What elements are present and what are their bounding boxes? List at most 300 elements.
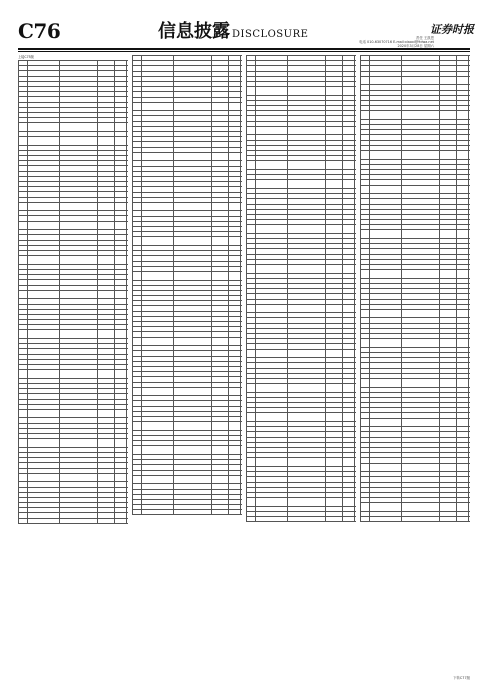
table-cell bbox=[212, 475, 229, 484]
table-cell bbox=[127, 330, 129, 339]
table-cell bbox=[256, 126, 288, 135]
table-cell bbox=[60, 137, 98, 146]
table-cell bbox=[229, 387, 241, 396]
table-cell bbox=[241, 387, 243, 396]
table-cell bbox=[212, 446, 229, 455]
table-cell bbox=[343, 458, 355, 467]
table-cell bbox=[127, 256, 129, 265]
table-cell bbox=[98, 439, 115, 448]
table-cell bbox=[457, 463, 469, 472]
table-cell bbox=[241, 510, 243, 515]
table-cell bbox=[402, 517, 440, 522]
table-cell bbox=[370, 309, 402, 318]
table-cell bbox=[457, 418, 469, 427]
table-row bbox=[247, 87, 357, 96]
table-row bbox=[361, 151, 471, 160]
table-cell bbox=[19, 370, 28, 379]
table-cell bbox=[247, 517, 256, 522]
table-cell bbox=[343, 498, 355, 507]
table-cell bbox=[355, 384, 357, 393]
table-cell bbox=[247, 304, 256, 313]
table-cell bbox=[370, 185, 402, 194]
table-row bbox=[133, 271, 243, 280]
table-cell bbox=[115, 473, 127, 482]
section-title-cn: 信息披露 bbox=[158, 21, 230, 42]
table-cell bbox=[256, 180, 288, 189]
table-cell bbox=[457, 517, 469, 522]
table-row bbox=[247, 413, 357, 422]
table-cell bbox=[28, 370, 60, 379]
table-cell bbox=[142, 202, 174, 211]
table-cell bbox=[127, 123, 129, 132]
header-rule-thick bbox=[18, 48, 470, 50]
table-cell bbox=[402, 185, 440, 194]
table-cell bbox=[19, 256, 28, 265]
table-cell bbox=[115, 330, 127, 339]
table-cell bbox=[19, 137, 28, 146]
table-cell bbox=[60, 518, 98, 523]
table-cell bbox=[361, 76, 370, 85]
table-cell bbox=[370, 418, 402, 427]
table-cell bbox=[174, 387, 212, 396]
table-cell bbox=[361, 339, 370, 348]
table-cell bbox=[326, 458, 343, 467]
table-cell bbox=[60, 370, 98, 379]
table-cell bbox=[402, 151, 440, 160]
table-row bbox=[133, 102, 243, 111]
table-cell bbox=[469, 418, 471, 427]
table-cell bbox=[256, 304, 288, 313]
table-cell bbox=[229, 422, 241, 431]
table-cell bbox=[212, 271, 229, 280]
table-cell bbox=[127, 202, 129, 211]
table-cell bbox=[288, 304, 326, 313]
table-cell bbox=[19, 409, 28, 418]
table-cell bbox=[98, 202, 115, 211]
table-cell bbox=[326, 126, 343, 135]
table-cell bbox=[212, 337, 229, 346]
editor-line: 责任 王凯恩 bbox=[415, 36, 434, 40]
table-cell bbox=[212, 152, 229, 161]
table-cell bbox=[469, 185, 471, 194]
table-cell bbox=[402, 76, 440, 85]
table-row bbox=[361, 270, 471, 279]
table-cell bbox=[440, 111, 457, 120]
table-cell bbox=[355, 161, 357, 170]
disclosure-table bbox=[246, 55, 356, 522]
table-cell bbox=[469, 151, 471, 160]
page-header bbox=[18, 18, 474, 48]
table-row bbox=[247, 458, 357, 467]
continued-from: 上接C75版 bbox=[18, 55, 34, 59]
continued-to: 下转C77版 bbox=[453, 676, 470, 680]
table-cell bbox=[28, 330, 60, 339]
table-cell bbox=[440, 270, 457, 279]
table-cell bbox=[247, 126, 256, 135]
table-cell bbox=[288, 458, 326, 467]
table-cell bbox=[361, 270, 370, 279]
table-row bbox=[361, 339, 471, 348]
table-cell bbox=[326, 225, 343, 234]
header-rule-thin bbox=[18, 51, 470, 52]
table-cell bbox=[370, 517, 402, 522]
table-cell bbox=[256, 225, 288, 234]
table-cell bbox=[440, 309, 457, 318]
table-row bbox=[133, 152, 243, 161]
table-cell bbox=[361, 517, 370, 522]
table-cell bbox=[402, 378, 440, 387]
table-cell bbox=[256, 264, 288, 273]
table-cell bbox=[229, 271, 241, 280]
table-row bbox=[361, 230, 471, 239]
table-cell bbox=[247, 264, 256, 273]
table-cell bbox=[343, 413, 355, 422]
table-cell bbox=[142, 387, 174, 396]
contact-line: 电话 010-63070716 E-mail:xiaoxi@9dwa.net bbox=[359, 40, 434, 44]
table-cell bbox=[212, 102, 229, 111]
table-cell bbox=[469, 270, 471, 279]
table-cell bbox=[457, 270, 469, 279]
table-cell bbox=[60, 439, 98, 448]
table-row bbox=[19, 439, 129, 448]
table-cell bbox=[355, 349, 357, 358]
table-column-3 bbox=[246, 55, 356, 673]
table-row bbox=[19, 256, 129, 265]
table-cell bbox=[142, 475, 174, 484]
table-cell bbox=[326, 384, 343, 393]
table-row bbox=[19, 290, 129, 299]
table-cell bbox=[28, 221, 60, 230]
table-cell bbox=[361, 230, 370, 239]
table-cell bbox=[212, 237, 229, 246]
table-cell bbox=[241, 271, 243, 280]
header-meta bbox=[340, 36, 434, 48]
table-cell bbox=[142, 152, 174, 161]
table-cell bbox=[370, 270, 402, 279]
table-cell bbox=[133, 102, 142, 111]
table-cell bbox=[247, 498, 256, 507]
table-cell bbox=[402, 463, 440, 472]
table-cell bbox=[19, 221, 28, 230]
table-cell bbox=[355, 180, 357, 189]
table-cell bbox=[469, 76, 471, 85]
disclosure-columns bbox=[18, 55, 470, 673]
table-cell bbox=[28, 256, 60, 265]
table-cell bbox=[142, 102, 174, 111]
table-cell bbox=[402, 503, 440, 512]
table-cell bbox=[355, 87, 357, 96]
table-cell bbox=[247, 161, 256, 170]
table-cell bbox=[28, 473, 60, 482]
table-cell bbox=[256, 413, 288, 422]
table-cell bbox=[127, 137, 129, 146]
table-row bbox=[361, 378, 471, 387]
table-cell bbox=[440, 339, 457, 348]
table-cell bbox=[440, 378, 457, 387]
table-row bbox=[247, 384, 357, 393]
table-row bbox=[247, 498, 357, 507]
table-cell bbox=[256, 349, 288, 358]
table-cell bbox=[343, 161, 355, 170]
table-column-4 bbox=[360, 55, 470, 673]
table-cell bbox=[174, 422, 212, 431]
table-cell bbox=[361, 463, 370, 472]
table-cell bbox=[115, 439, 127, 448]
table-cell bbox=[247, 384, 256, 393]
table-cell bbox=[343, 304, 355, 313]
table-cell bbox=[133, 202, 142, 211]
table-cell bbox=[60, 221, 98, 230]
table-cell bbox=[370, 151, 402, 160]
table-cell bbox=[343, 87, 355, 96]
table-cell bbox=[133, 337, 142, 346]
table-row bbox=[361, 463, 471, 472]
table-cell bbox=[343, 384, 355, 393]
table-cell bbox=[241, 337, 243, 346]
table-row bbox=[247, 161, 357, 170]
table-row bbox=[361, 76, 471, 85]
table-cell bbox=[212, 387, 229, 396]
table-cell bbox=[326, 349, 343, 358]
table-cell bbox=[402, 270, 440, 279]
table-cell bbox=[28, 518, 60, 523]
table-cell bbox=[115, 409, 127, 418]
table-row bbox=[361, 418, 471, 427]
table-column-2 bbox=[132, 55, 242, 673]
table-cell bbox=[229, 152, 241, 161]
table-row bbox=[361, 309, 471, 318]
table-row bbox=[133, 446, 243, 455]
table-cell bbox=[142, 422, 174, 431]
table-cell bbox=[98, 473, 115, 482]
table-cell bbox=[440, 151, 457, 160]
table-cell bbox=[361, 378, 370, 387]
table-cell bbox=[174, 475, 212, 484]
disclosure-table bbox=[360, 55, 470, 522]
table-cell bbox=[60, 330, 98, 339]
table-row bbox=[133, 422, 243, 431]
disclosure-table bbox=[18, 60, 128, 524]
table-cell bbox=[212, 202, 229, 211]
table-cell bbox=[370, 463, 402, 472]
table-row bbox=[361, 517, 471, 522]
table-row bbox=[361, 185, 471, 194]
table-cell bbox=[288, 180, 326, 189]
table-cell bbox=[174, 271, 212, 280]
table-cell bbox=[370, 111, 402, 120]
table-cell bbox=[457, 230, 469, 239]
table-cell bbox=[133, 446, 142, 455]
table-cell bbox=[241, 202, 243, 211]
table-cell bbox=[402, 111, 440, 120]
table-cell bbox=[355, 458, 357, 467]
table-row bbox=[19, 518, 129, 523]
table-cell bbox=[326, 264, 343, 273]
table-cell bbox=[343, 126, 355, 135]
table-cell bbox=[241, 475, 243, 484]
table-cell bbox=[19, 518, 28, 523]
table-cell bbox=[247, 87, 256, 96]
table-cell bbox=[229, 337, 241, 346]
table-cell bbox=[326, 517, 343, 522]
table-cell bbox=[457, 378, 469, 387]
table-cell bbox=[361, 309, 370, 318]
table-row bbox=[19, 370, 129, 379]
table-cell bbox=[457, 503, 469, 512]
table-cell bbox=[28, 409, 60, 418]
table-cell bbox=[28, 439, 60, 448]
table-cell bbox=[115, 370, 127, 379]
table-cell bbox=[440, 503, 457, 512]
table-cell bbox=[60, 473, 98, 482]
table-cell bbox=[469, 230, 471, 239]
table-row bbox=[247, 264, 357, 273]
table-cell bbox=[19, 290, 28, 299]
newspaper-page bbox=[18, 18, 474, 682]
table-cell bbox=[370, 76, 402, 85]
table-cell bbox=[142, 237, 174, 246]
table-row bbox=[361, 503, 471, 512]
table-cell bbox=[256, 87, 288, 96]
table-cell bbox=[133, 422, 142, 431]
table-cell bbox=[288, 349, 326, 358]
table-cell bbox=[115, 518, 127, 523]
table-cell bbox=[229, 475, 241, 484]
table-cell bbox=[241, 446, 243, 455]
table-cell bbox=[60, 409, 98, 418]
table-cell bbox=[142, 337, 174, 346]
table-cell bbox=[174, 102, 212, 111]
table-cell bbox=[133, 237, 142, 246]
table-cell bbox=[256, 161, 288, 170]
table-cell bbox=[247, 349, 256, 358]
table-cell bbox=[343, 264, 355, 273]
table-cell bbox=[19, 330, 28, 339]
page-number: C76 bbox=[18, 19, 61, 43]
table-row bbox=[133, 237, 243, 246]
table-cell bbox=[174, 202, 212, 211]
table-cell bbox=[115, 256, 127, 265]
table-row bbox=[19, 330, 129, 339]
table-cell bbox=[247, 225, 256, 234]
table-cell bbox=[98, 221, 115, 230]
table-cell bbox=[127, 473, 129, 482]
table-cell bbox=[440, 517, 457, 522]
table-cell bbox=[370, 378, 402, 387]
table-cell bbox=[288, 517, 326, 522]
table-cell bbox=[28, 290, 60, 299]
table-cell bbox=[98, 409, 115, 418]
table-row bbox=[19, 123, 129, 132]
table-cell bbox=[326, 413, 343, 422]
table-cell bbox=[355, 126, 357, 135]
table-cell bbox=[142, 446, 174, 455]
table-cell bbox=[343, 180, 355, 189]
table-row bbox=[247, 349, 357, 358]
table-cell bbox=[174, 446, 212, 455]
table-cell bbox=[98, 330, 115, 339]
table-cell bbox=[142, 271, 174, 280]
table-cell bbox=[127, 290, 129, 299]
table-cell bbox=[361, 503, 370, 512]
table-cell bbox=[247, 458, 256, 467]
table-cell bbox=[355, 517, 357, 522]
table-row bbox=[133, 475, 243, 484]
table-cell bbox=[256, 384, 288, 393]
table-cell bbox=[288, 87, 326, 96]
table-cell bbox=[457, 76, 469, 85]
table-cell bbox=[440, 418, 457, 427]
table-row bbox=[247, 126, 357, 135]
table-cell bbox=[229, 510, 241, 515]
table-cell bbox=[229, 237, 241, 246]
table-cell bbox=[288, 413, 326, 422]
table-cell bbox=[440, 76, 457, 85]
table-cell bbox=[355, 264, 357, 273]
table-cell bbox=[402, 309, 440, 318]
table-cell bbox=[457, 339, 469, 348]
table-cell bbox=[241, 102, 243, 111]
table-cell bbox=[343, 517, 355, 522]
section-title bbox=[158, 21, 308, 46]
table-cell bbox=[256, 498, 288, 507]
table-cell bbox=[288, 384, 326, 393]
table-cell bbox=[288, 126, 326, 135]
table-cell bbox=[60, 202, 98, 211]
table-cell bbox=[370, 230, 402, 239]
table-cell bbox=[229, 202, 241, 211]
table-row bbox=[19, 221, 129, 230]
table-cell bbox=[469, 463, 471, 472]
table-cell bbox=[98, 290, 115, 299]
table-cell bbox=[115, 290, 127, 299]
table-cell bbox=[98, 123, 115, 132]
table-cell bbox=[440, 185, 457, 194]
masthead-logo: 证券时报 bbox=[430, 23, 474, 36]
table-cell bbox=[469, 339, 471, 348]
table-cell bbox=[142, 510, 174, 515]
table-cell bbox=[174, 510, 212, 515]
disclosure-table bbox=[132, 55, 242, 515]
table-cell bbox=[402, 418, 440, 427]
table-cell bbox=[326, 180, 343, 189]
table-cell bbox=[361, 111, 370, 120]
table-cell bbox=[133, 387, 142, 396]
table-cell bbox=[229, 446, 241, 455]
table-row bbox=[133, 202, 243, 211]
table-cell bbox=[98, 256, 115, 265]
table-cell bbox=[370, 339, 402, 348]
table-cell bbox=[326, 161, 343, 170]
table-cell bbox=[133, 510, 142, 515]
table-cell bbox=[326, 498, 343, 507]
table-cell bbox=[457, 185, 469, 194]
table-cell bbox=[355, 225, 357, 234]
table-cell bbox=[19, 123, 28, 132]
table-cell bbox=[361, 151, 370, 160]
table-cell bbox=[98, 137, 115, 146]
table-cell bbox=[361, 418, 370, 427]
table-cell bbox=[241, 237, 243, 246]
table-cell bbox=[174, 337, 212, 346]
table-cell bbox=[19, 439, 28, 448]
table-cell bbox=[60, 256, 98, 265]
table-cell bbox=[133, 271, 142, 280]
table-row bbox=[133, 337, 243, 346]
table-row bbox=[247, 304, 357, 313]
table-cell bbox=[115, 221, 127, 230]
table-cell bbox=[326, 87, 343, 96]
